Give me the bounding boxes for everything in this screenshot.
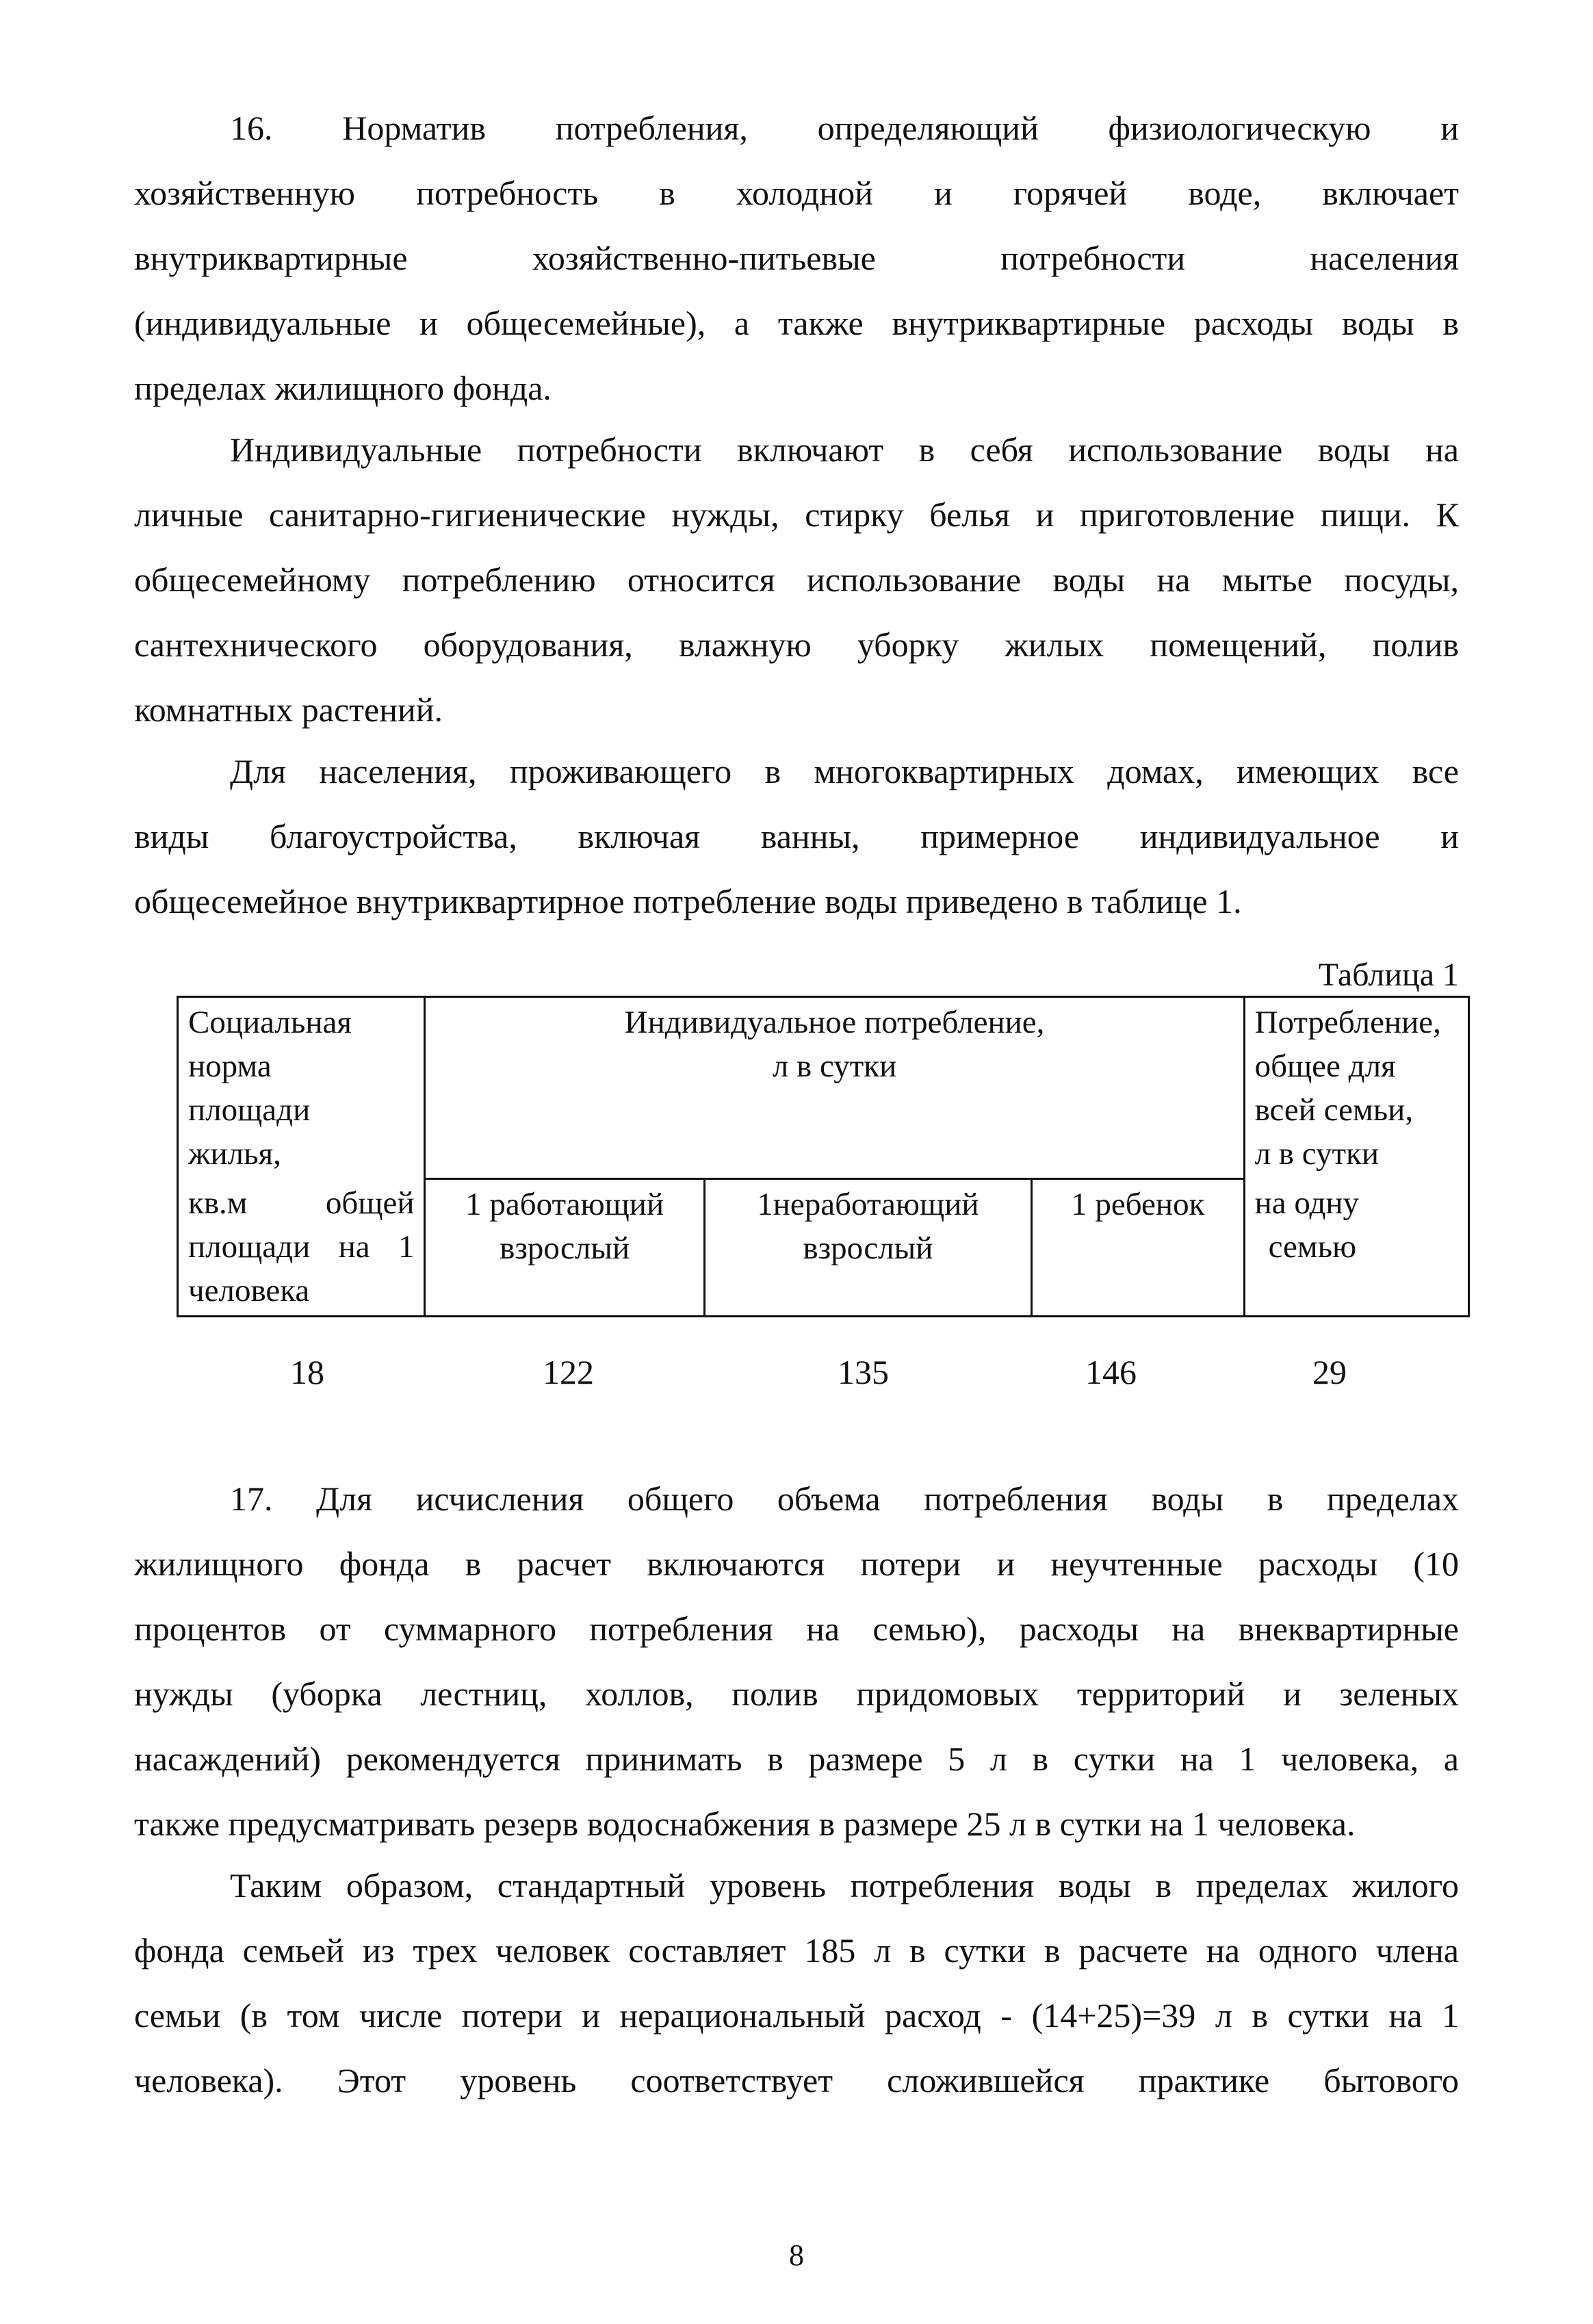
text-line: 16. Норматив потребления, определяющий физиологическую и	[230, 109, 1459, 147]
header-line: норма	[188, 1048, 272, 1084]
header-line: человека	[188, 1273, 310, 1308]
header-social-norm-units	[178, 1178, 425, 1317]
text-line: внутриквартирные хозяйственно-питьевые потребности населения	[134, 239, 1459, 277]
text-line: человека). Этот уровень соответствует сложившейся практике бытового	[134, 2061, 1459, 2100]
paragraph-16	[134, 96, 1459, 421]
table-caption: Таблица 1	[1318, 957, 1459, 993]
header-line: Социальная	[188, 1005, 352, 1040]
text-line: процентов от суммарного потребления на семью), расходы на внеквартирные	[134, 1610, 1459, 1648]
header-line: л в сутки	[1254, 1136, 1379, 1172]
header-line: кв.м общей	[188, 1185, 415, 1221]
header-line: на одну	[1254, 1185, 1360, 1221]
text-line: Таким образом, стандартный уровень потребления воды в пределах жилого	[230, 1866, 1459, 1905]
value-family: 29	[1312, 1353, 1347, 1391]
header-line: общее для	[1254, 1048, 1396, 1084]
header-line: Индивидуальное потребление,	[624, 1005, 1045, 1040]
header-child	[1032, 1178, 1245, 1317]
table-subheader-row	[178, 1178, 1469, 1317]
text-line: насаждений) рекомендуется принимать в размере 5 л в сутки на 1 человека, а	[134, 1740, 1459, 1778]
header-line: 1неработающий	[757, 1186, 979, 1222]
text-line: виды благоустройства, включая ванны, примерное индивидуальное и	[134, 817, 1459, 855]
paragraph-standard-level	[134, 1853, 1459, 2113]
text-line: пределах жилищного фонда.	[134, 369, 552, 407]
text-line: также предусматривать резерв водоснабжения в размере 25 л в сутки на 1 человека.	[134, 1805, 1356, 1843]
text-line: хозяйственную потребность в холодной и горячей воде, включает	[134, 174, 1459, 212]
header-line: жилья,	[188, 1136, 281, 1172]
header-nonworking-adult	[704, 1178, 1031, 1317]
header-line: 1 ребенок	[1071, 1186, 1205, 1222]
text-line: 17. Для исчисления общего объема потребления воды в пределах	[230, 1480, 1459, 1518]
text-line: общесемейному потреблению относится использование воды на мытье посуды,	[134, 560, 1459, 599]
header-line: площади	[188, 1092, 311, 1128]
header-line: взрослый	[500, 1230, 630, 1266]
value-nonworking-adult: 135	[838, 1353, 889, 1391]
table-header-row	[178, 997, 1469, 1179]
paragraph-population	[134, 739, 1459, 934]
header-line: Потребление,	[1254, 1005, 1441, 1040]
text-line: семьи (в том числе потери и нерациональный расход - (14+25)=39 л в сутки на 1	[134, 1996, 1459, 2035]
header-family-consumption	[1244, 997, 1468, 1179]
text-line: жилищного фонда в расчет включаются потери и неучтенные расходы (10	[134, 1545, 1459, 1583]
paragraph-17	[134, 1467, 1459, 1857]
text-line: общесемейное внутриквартирное потребление воды приведено в таблице 1.	[134, 882, 1242, 920]
consumption-table	[177, 996, 1470, 1317]
header-line: всей семьи,	[1254, 1092, 1414, 1128]
header-line: взрослый	[803, 1230, 933, 1266]
header-individual-consumption	[425, 997, 1244, 1179]
value-working-adult: 122	[543, 1353, 594, 1391]
header-social-norm	[178, 997, 425, 1179]
text-line: Для населения, проживающего в многоквартирных домах, имеющих все	[230, 752, 1459, 790]
header-line: семью	[1268, 1229, 1357, 1265]
header-line: л в сутки	[772, 1048, 897, 1084]
header-family-units	[1244, 1178, 1468, 1317]
text-line: (индивидуальные и общесемейные), а также внутриквартирные расходы воды в	[134, 304, 1459, 342]
paragraph-individual-needs	[134, 417, 1459, 743]
text-line: фонда семьей из трех человек составляет 185 л в сутки в расчете на одного члена	[134, 1931, 1459, 1970]
value-social-norm: 18	[290, 1353, 324, 1391]
header-working-adult	[425, 1178, 704, 1317]
page-number: 8	[789, 2238, 804, 2272]
text-line: личные санитарно-гигиенические нужды, стирку белья и приготовление пищи. К	[134, 495, 1459, 534]
text-line: Индивидуальные потребности включают в себя использование воды на	[230, 430, 1459, 469]
header-line: 1 работающий	[465, 1186, 664, 1222]
value-child: 146	[1085, 1353, 1137, 1391]
header-line: площади на 1	[188, 1229, 415, 1265]
text-line: нужды (уборка лестниц, холлов, полив придомовых территорий и зеленых	[134, 1675, 1459, 1713]
text-line: комнатных растений.	[134, 690, 443, 729]
text-line: сантехнического оборудования, влажную уборку жилых помещений, полив	[134, 625, 1459, 664]
